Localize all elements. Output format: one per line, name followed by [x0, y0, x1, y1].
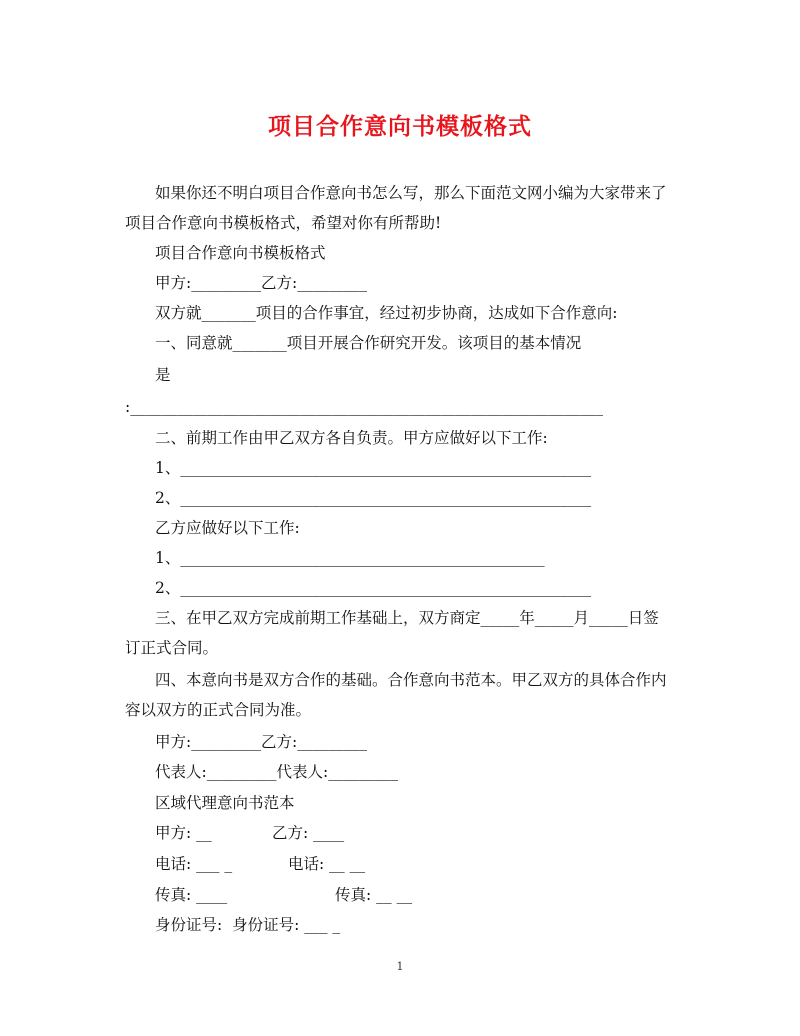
fax-b: 传真: __ __	[335, 886, 413, 904]
fax-a: 传真: ____	[155, 886, 228, 904]
subtitle: 项目合作意向书模板格式	[155, 244, 326, 262]
intent-line: 双方就_______项目的合作事宜，经过初步协商，达成如下合作意向:	[155, 304, 618, 322]
clause-1-line-3: :_____________________________________________________________	[125, 398, 603, 416]
phone-a: 电话: ___ _	[155, 855, 233, 873]
page-number: 1	[396, 960, 404, 973]
intro-line-2: 项目合作意向书模板格式，希望对你有所帮助!	[125, 214, 442, 232]
parties-line-2: 甲方:_________乙方:_________	[155, 733, 367, 751]
clause-2-line-1: 二、前期工作由甲乙双方各自负责。甲方应做好以下工作:	[155, 429, 548, 447]
party-a-item-1: 1、_____________________________________________________	[155, 459, 592, 477]
party-b-item-2: 2、_____________________________________________________	[155, 579, 592, 597]
intro-line-1: 如果你还不明白项目合作意向书怎么写，那么下面范文网小编为大家带来了	[155, 184, 667, 202]
clause-4-line-1: 四、本意向书是双方合作的基础。合作意向书范本。甲乙双方的具体合作内	[155, 671, 667, 689]
party-b-item-1: 1、_______________________________________________	[155, 549, 545, 567]
clause-1-line-1: 一、同意就_______项目开展合作研究开发。该项目的基本情况	[155, 334, 582, 352]
party-a-item-2: 2、_____________________________________________________	[155, 489, 592, 507]
clause-3-line-1: 三、在甲乙双方完成前期工作基础上，双方商定_____年_____月_____日签	[155, 609, 659, 627]
party-b-heading: 乙方应做好以下工作:	[155, 519, 300, 537]
party-a-short: 甲方: __	[155, 824, 212, 842]
parties-line-1: 甲方:_________乙方:_________	[155, 274, 367, 292]
party-b-short: 乙方: ____	[272, 824, 345, 842]
clause-1-line-2: 是	[155, 366, 171, 384]
document-title: 项目合作意向书模板格式	[268, 113, 532, 140]
clause-4-line-2: 容以双方的正式合同为准。	[125, 701, 312, 719]
representatives-line: 代表人:_________代表人:_________	[155, 763, 398, 781]
clause-3-line-2: 订正式合同。	[125, 639, 219, 657]
id-number-line: 身份证号: 身份证号: ___ _	[155, 916, 341, 934]
phone-b: 电话: __ __	[288, 855, 366, 873]
regional-section-heading: 区域代理意向书范本	[155, 794, 295, 812]
